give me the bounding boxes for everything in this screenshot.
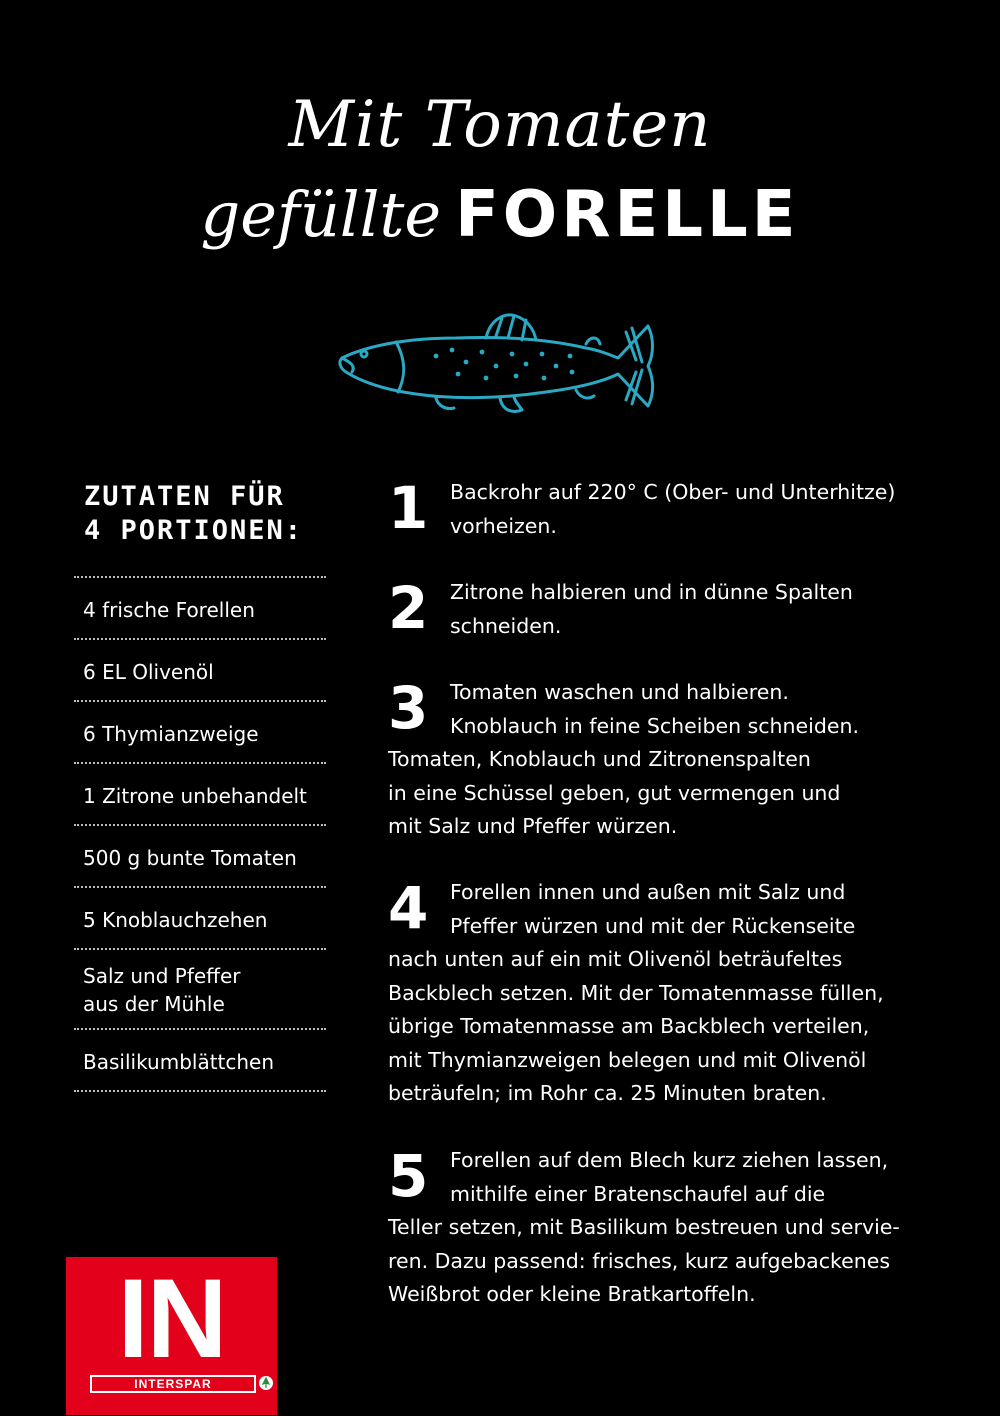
interspar-logo: [66, 1257, 277, 1415]
ingredient-item: Basilikumblättchen: [74, 1028, 326, 1092]
ingredient-item: 4 frische Forellen: [74, 576, 326, 638]
ingredient-item: 5 Knoblauchzehen: [74, 886, 326, 948]
step-number: 5: [388, 1142, 429, 1210]
step-line: beträufeln; im Rohr ca. 25 Minuten braten.: [388, 1081, 827, 1105]
step-line: Backblech setzen. Mit der Tomatenmasse füllen,: [388, 980, 884, 1005]
step-line: Forellen innen und außen mit Salz und: [450, 880, 846, 904]
step-line: vorheizen.: [450, 513, 557, 538]
step-line: Teller setzen, mit Basilikum bestreuen und servie-: [388, 1215, 900, 1239]
step-number: 3: [388, 674, 429, 742]
spar-tree-icon: [258, 1375, 274, 1391]
step-line: übrige Tomatenmasse am Backblech verteilen,: [388, 1014, 870, 1038]
ingredient-item: 6 EL Olivenöl: [74, 638, 326, 700]
step-line: Pfeffer würzen und mit der Rückenseite: [450, 913, 856, 938]
step-line: Weißbrot oder kleine Bratkartoffeln.: [388, 1282, 756, 1306]
step-line: nach unten auf ein mit Olivenöl beträufeltes: [388, 947, 843, 971]
step-line: ren. Dazu passend: frisches, kurz aufgebackenes: [388, 1248, 891, 1273]
step-1: [388, 476, 928, 543]
logo-interspar-text: INTERSPAR: [90, 1375, 256, 1393]
title-script-word: gefüllte: [200, 178, 442, 251]
title-line-2: [0, 178, 1000, 252]
trout-illustration-icon: [336, 310, 660, 420]
ingredients-heading-line-2: 4 PORTIONEN:: [84, 515, 304, 546]
logo-in-text: IN: [117, 1256, 226, 1381]
step-line: in eine Schüssel geben, gut vermengen und: [388, 780, 841, 805]
step-number: 2: [388, 574, 429, 642]
step-line: schneiden.: [450, 613, 562, 638]
step-number: 4: [388, 874, 429, 942]
ingredient-item-line-2: aus der Mühle: [83, 992, 225, 1016]
ingredient-item-line-1: Salz und Pfeffer: [83, 964, 241, 988]
ingredient-item: [74, 948, 326, 1028]
step-line: mithilfe einer Bratenschaufel auf die: [450, 1181, 826, 1206]
ingredient-item: 500 g bunte Tomaten: [74, 824, 326, 886]
step-4: [388, 876, 928, 1111]
step-2: [388, 576, 928, 643]
ingredients-heading: [84, 480, 344, 548]
step-line: Backrohr auf 220° C (Ober- und Unterhitze): [450, 480, 896, 504]
step-5: [388, 1144, 928, 1312]
step-line: mit Salz und Pfeffer würzen.: [388, 814, 678, 838]
ingredient-item: 1 Zitrone unbehandelt: [74, 762, 326, 824]
step-line: mit Thymianzweigen belegen und mit Olivenöl: [388, 1047, 867, 1072]
step-line: Forellen auf dem Blech kurz ziehen lassen,: [450, 1148, 889, 1172]
ingredients-list: [74, 576, 326, 1092]
title-bold-word: FORELLE: [455, 178, 800, 252]
ingredients-heading-line-1: ZUTATEN FÜR: [84, 481, 285, 512]
step-3: [388, 676, 928, 844]
step-line: Knoblauch in feine Scheiben schneiden.: [450, 713, 859, 738]
step-line: Zitrone halbieren und in dünne Spalten: [450, 580, 853, 604]
step-line: Tomaten, Knoblauch und Zitronenspalten: [388, 747, 811, 771]
ingredient-item: 6 Thymianzweige: [74, 700, 326, 762]
step-number: 1: [388, 474, 429, 542]
step-line: Tomaten waschen und halbieren.: [450, 680, 789, 704]
title-line-1: Mit Tomaten: [288, 88, 712, 162]
